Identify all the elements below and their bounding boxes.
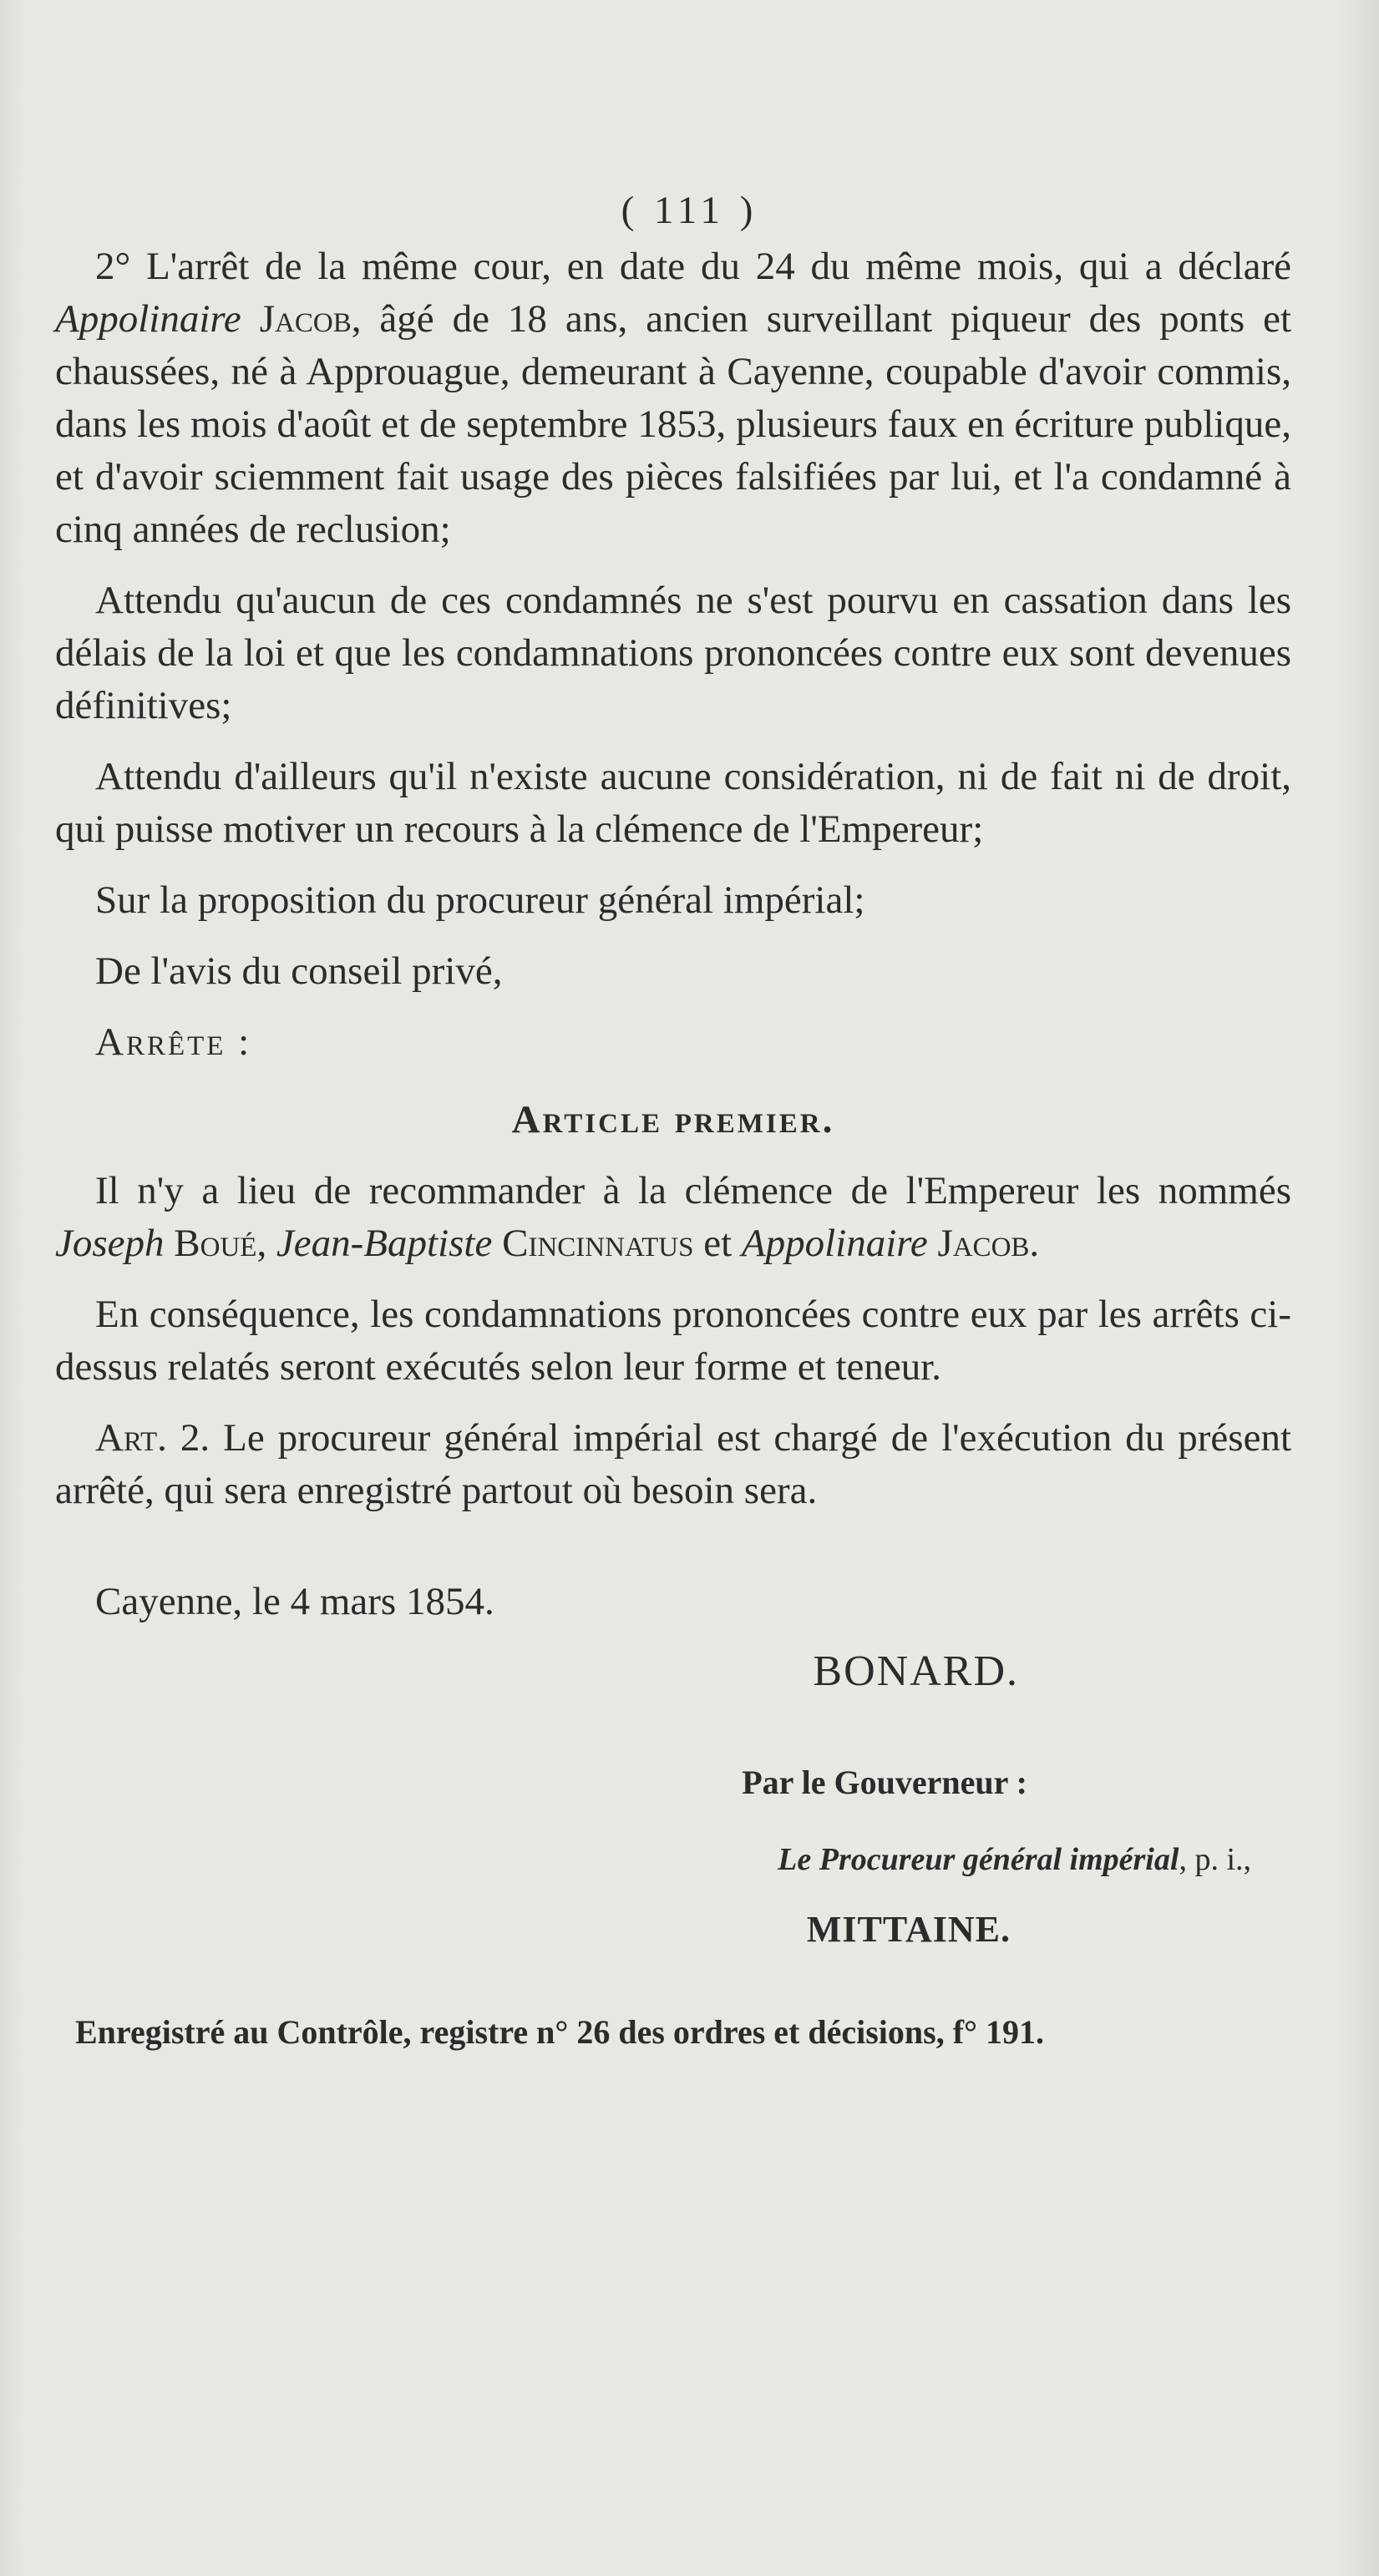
para1-start: 2° L'arrêt de la même cour, en date du 24 du même mois, qui a déclaré — [95, 245, 1291, 288]
procureur-suffix: , p. i., — [1179, 1842, 1251, 1877]
person-first-name: Jean-Baptiste — [276, 1222, 493, 1265]
page-number: ( 111 ) — [621, 189, 758, 232]
person-last-name: Jacob — [937, 1222, 1030, 1265]
arrete-heading: Arrête : — [95, 1020, 252, 1064]
article-2-label: Art. 2. — [95, 1416, 210, 1460]
paragraph-avis: De l'avis du conseil privé, — [95, 949, 503, 993]
article1-start: Il n'y a lieu de recommander à la clémence de l'Empereur les nommés — [95, 1169, 1291, 1212]
person-last-name: Boué — [174, 1222, 257, 1265]
paragraph-attendu-clemence: Attendu d'ailleurs qu'il n'existe aucune considération, ni de fait ni de droit, qui puisse motiver un recours à la clémence de l'Empereur; — [55, 755, 1291, 851]
person-first-name: Appolinaire — [55, 297, 241, 341]
paragraph-proposition: Sur la proposition du procureur général impérial; — [95, 878, 865, 922]
paragraph-consequence: En conséquence, les condamnations prononcées contre eux par les arrêts ci-dessus relatés seront exécutés selon leur forme et teneur. — [55, 1293, 1291, 1389]
article1-end: . — [1029, 1222, 1040, 1265]
person-last-name: Jacob — [259, 297, 352, 341]
person-first-name: Appolinaire — [741, 1222, 928, 1265]
separator: et — [693, 1222, 742, 1265]
signature-procureur: MITTAINE. — [806, 1909, 1011, 1950]
enregistrement-note: Enregistré au Contrôle, registre n° 26 des ordres et décisions, f° 191. — [75, 2013, 1045, 2051]
paragraph-article-2 — [55, 1412, 1291, 1517]
paragraph-attendu-cassation: Attendu qu'aucun de ces condamnés ne s'est pourvu en cassation dans les délais de la loi et que les condamnations prononcées contre eux sont devenues définitives; — [55, 579, 1291, 727]
par-le-gouverneur: Par le Gouverneur : — [742, 1764, 1027, 1801]
person-last-name: Cincinnatus — [502, 1222, 694, 1265]
main-text — [55, 240, 1291, 2058]
para1-end: , âgé de 18 ans, ancien surveillant piqueur des ponts et chaussées, né à Approuague, demeurant à Cayenne, coupable d'avoir commis, dans les mois d'août et de septembre 1853, plusieurs faux en écriture publique, et d'avoir sciemment fait usage des pièces falsifiées par lui, et l'a condamné à cinq années de reclusion; — [55, 297, 1291, 551]
signature-governor: BONARD. — [813, 1647, 1019, 1695]
paragraph-article-1 — [55, 1165, 1291, 1270]
date-line: Cayenne, le 4 mars 1854. — [95, 1580, 494, 1623]
separator: , — [256, 1222, 276, 1265]
procureur-title: Le Procureur général impérial — [778, 1842, 1179, 1877]
paragraph-arret-jacob — [55, 240, 1291, 556]
article-2-text: Le procureur général impérial est chargé de l'exécution du présent arrêté, qui sera enregistré partout où besoin sera. — [55, 1416, 1291, 1512]
procureur-line — [55, 1834, 1291, 1886]
article-premier-heading: Article premier. — [511, 1098, 835, 1141]
person-first-name: Joseph — [55, 1222, 165, 1265]
